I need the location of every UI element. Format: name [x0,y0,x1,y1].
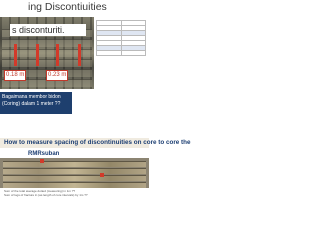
section-subheading: RMRsuban [28,151,60,157]
section-heading: How to measure spacing of discontinuities on core to core the [0,138,149,148]
core-row [3,175,146,181]
page-title-text: ing Discontiuities [28,1,107,13]
discontinuity-marker [36,44,39,66]
spacing-label: 0.23 m [46,70,68,81]
discontinuity-marker [56,44,59,66]
page-subtitle: s disconturiti. [10,24,86,36]
core-tag [40,159,44,163]
bullet-item: Sum of logs of fracture in (as length of core intervals) by 1m ?? [4,193,88,197]
core-row [3,182,146,188]
classification-table [96,20,146,56]
page-title [0,0,149,14]
core-box-photo [0,158,149,188]
core-row [3,168,146,174]
note-line: Bagaimana membor bidon [2,94,61,100]
spacing-label: 0.18 m [4,70,26,81]
core-row [3,161,146,167]
question-note [0,92,72,114]
bullet-list [4,189,149,197]
core-tag [100,173,104,177]
note-line: (Coring) dalam 1 meter ?? [2,101,61,107]
discontinuity-marker [78,44,81,66]
bullet-item: Sum of the total average dotted (measuring) in 1m ?? [4,189,76,193]
discontinuity-marker [14,44,17,66]
